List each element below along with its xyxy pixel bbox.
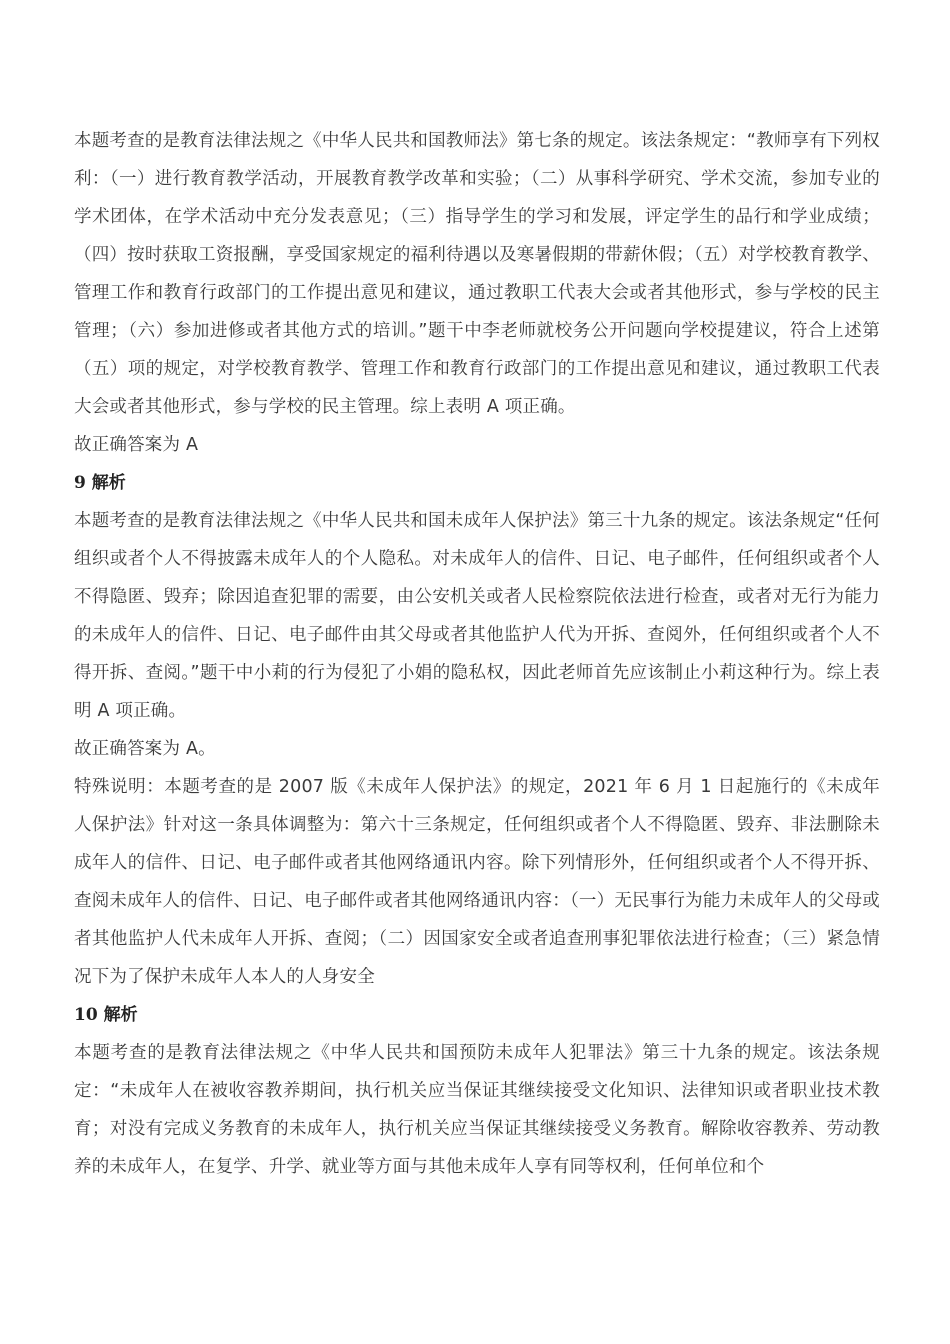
section-10-heading: 10 解析	[74, 1005, 138, 1025]
section-8-body: 本题考查的是教育法律法规之《中华人民共和国教师法》第七条的规定。该法条规定：“教师享有下列权利：（一）进行教育教学活动，开展教育教学改革和实验；（二）从事科学研究、学术交流，参加专业的学术团体，在学术活动中充分发表意见；（三）指导学生的学习和发展，评定学生的品行和学业成绩；（四）按时获取工资报酬，享受国家规定的福利待遇以及寒暑假期的带薪休假；（五）对学校教育教学、管理工作和教育行政部门的工作提出意见和建议，通过教职工代表大会或者其他形式，参与学校的民主管理；（六）参加进修或者其他方式的培训。”题干中李老师就校务公开问题向学校提建议，符合上述第（五）项的规定，对学校教育教学、管理工作和教育行政部门的工作提出意见和建议，通过教职工代表大会或者其他形式，参与学校的民主管理。综上表明 A 项正确。	[74, 131, 880, 417]
section-10-body: 本题考查的是教育法律法规之《中华人民共和国预防未成年人犯罪法》第三十九条的规定。该法条规定：“未成年人在被收容教养期间，执行机关应当保证其继续接受文化知识、法律知识或者职业技术教育；对没有完成义务教育的未成年人，执行机关应当保证其继续接受义务教育。解除收容教养、劳动教养的未成年人，在复学、升学、就业等方面与其他未成年人享有同等权利，任何单位和个	[74, 1043, 880, 1177]
section-9-heading: 9 解析	[74, 473, 126, 493]
section-9-note: 特殊说明：本题考查的是 2007 版《未成年人保护法》的规定，2021 年 6 月 1 日起施行的《未成年人保护法》针对这一条具体调整为：第六十三条规定，任何组织或者个人不得隐匿、毁弃、非法删除未成年人的信件、日记、电子邮件或者其他网络通讯内容。除下列情形外，任何组织或者个人不得开拆、查阅未成年人的信件、日记、电子邮件或者其他网络通讯内容：（一）无民事行为能力未成年人的父母或者其他监护人代未成年人开拆、查阅；（二）因国家安全或者追查刑事犯罪依法进行检查；（三）紧急情况下为了保护未成年人本人的人身安全	[74, 777, 880, 987]
document-page	[74, 122, 880, 1186]
section-9-answer: 故正确答案为 A。	[74, 739, 216, 759]
section-9-body: 本题考查的是教育法律法规之《中华人民共和国未成年人保护法》第三十九条的规定。该法条规定“任何组织或者个人不得披露未成年人的个人隐私。对未成年人的信件、日记、电子邮件，任何组织或者个人不得隐匿、毁弃；除因追查犯罪的需要，由公安机关或者人民检察院依法进行检查，或者对无行为能力的未成年人的信件、日记、电子邮件由其父母或者其他监护人代为开拆、查阅外，任何组织或者个人不得开拆、查阅。”题干中小莉的行为侵犯了小娟的隐私权，因此老师首先应该制止小莉这种行为。综上表明 A 项正确。	[74, 511, 880, 721]
section-8-answer: 故正确答案为 A	[74, 435, 199, 455]
